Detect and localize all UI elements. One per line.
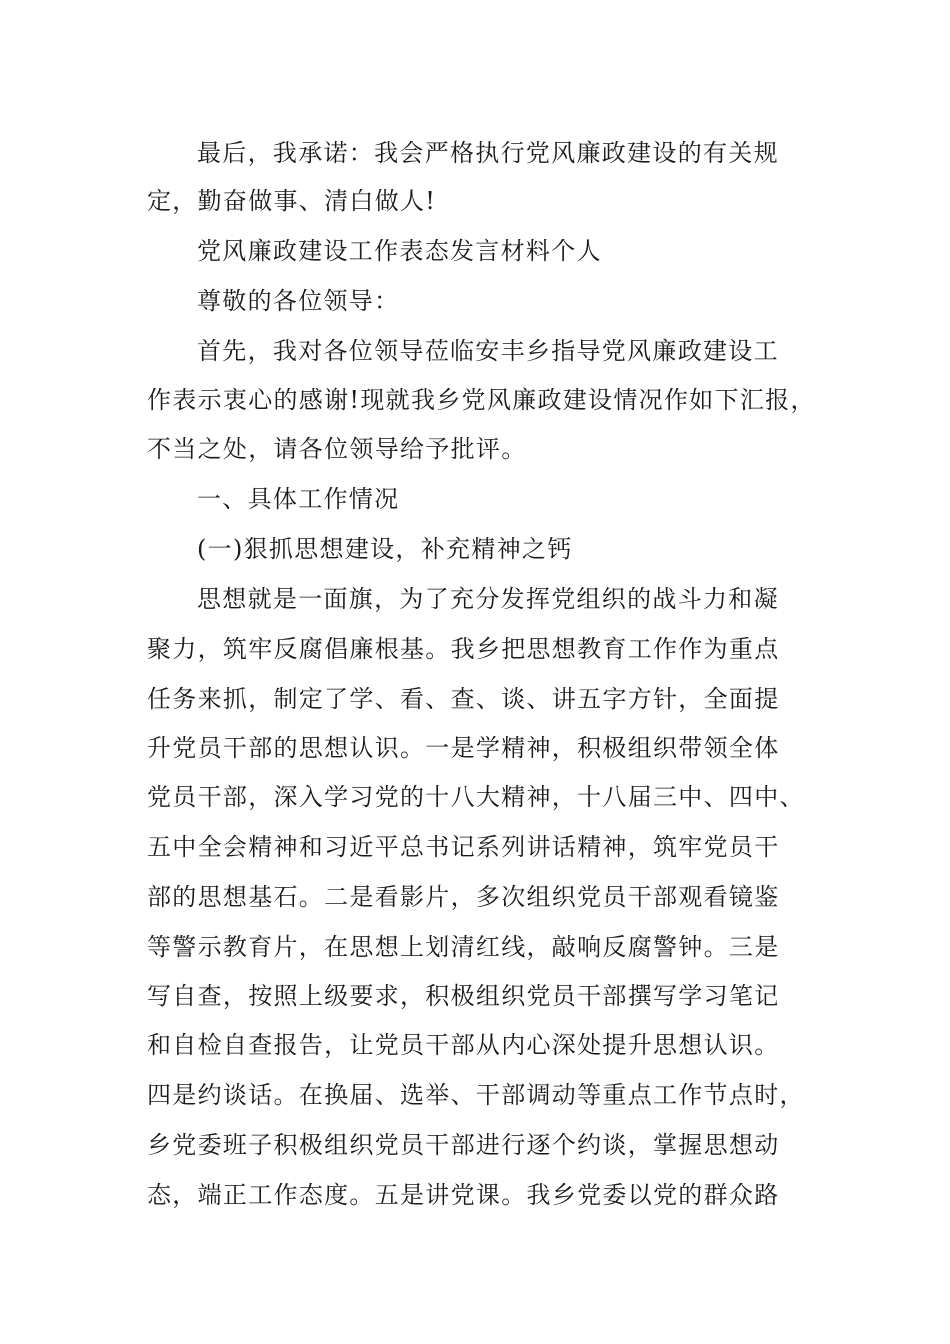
text-line: 任务来抓，制定了学、看、查、谈、讲五字方针，全面提 [147,685,780,713]
salutation: 尊敬的各位领导： [197,287,400,315]
text-line: 首先，我对各位领导莅临安丰乡指导党风廉政建设工 [197,337,779,365]
text-line: 写自查，按照上级要求，积极组织党员干部撰写学习笔记 [147,982,780,1010]
text-line: 思想就是一面旗，为了充分发挥党组织的战斗力和凝 [197,585,779,613]
text-line: 四是约谈话。在换届、选举、干部调动等重点工作节点时， [147,1081,805,1109]
heading: 一、具体工作情况 [197,485,400,513]
text-line: 五中全会精神和习近平总书记系列讲话精神，筑牢党员干 [147,833,780,861]
subheading: (一)狠抓思想建设，补充精神之钙 [197,535,573,563]
text-line: 态，端正工作态度。五是讲党课。我乡党委以党的群众路 [147,1181,780,1209]
text-line: 最后，我承诺：我会严格执行党风廉政建设的有关规 [197,139,779,167]
text-line: 聚力，筑牢反腐倡廉根基。我乡把思想教育工作作为重点 [147,635,780,663]
section-title: 党风廉政建设工作表态发言材料个人 [197,237,602,265]
text-line: 乡党委班子积极组织党员干部进行逐个约谈，掌握思想动 [147,1131,780,1159]
text-line: 党员干部，深入学习党的十八大精神，十八届三中、四中、 [147,783,805,811]
text-line: 等警示教育片，在思想上划清红线，敲响反腐警钟。三是 [147,933,780,961]
text-line: 作表示衷心的感谢!现就我乡党风廉政建设情况作如下汇报， [147,386,816,414]
text-line: 升党员干部的思想认识。一是学精神，积极组织带领全体 [147,734,780,762]
text-line: 和自检自查报告，让党员干部从内心深处提升思想认识。 [147,1031,780,1059]
text-line: 部的思想基石。二是看影片，多次组织党员干部观看镜鉴 [147,883,780,911]
text-line: 不当之处，请各位领导给予批评。 [147,435,527,463]
text-line: 定，勤奋做事、清白做人! [147,187,437,215]
